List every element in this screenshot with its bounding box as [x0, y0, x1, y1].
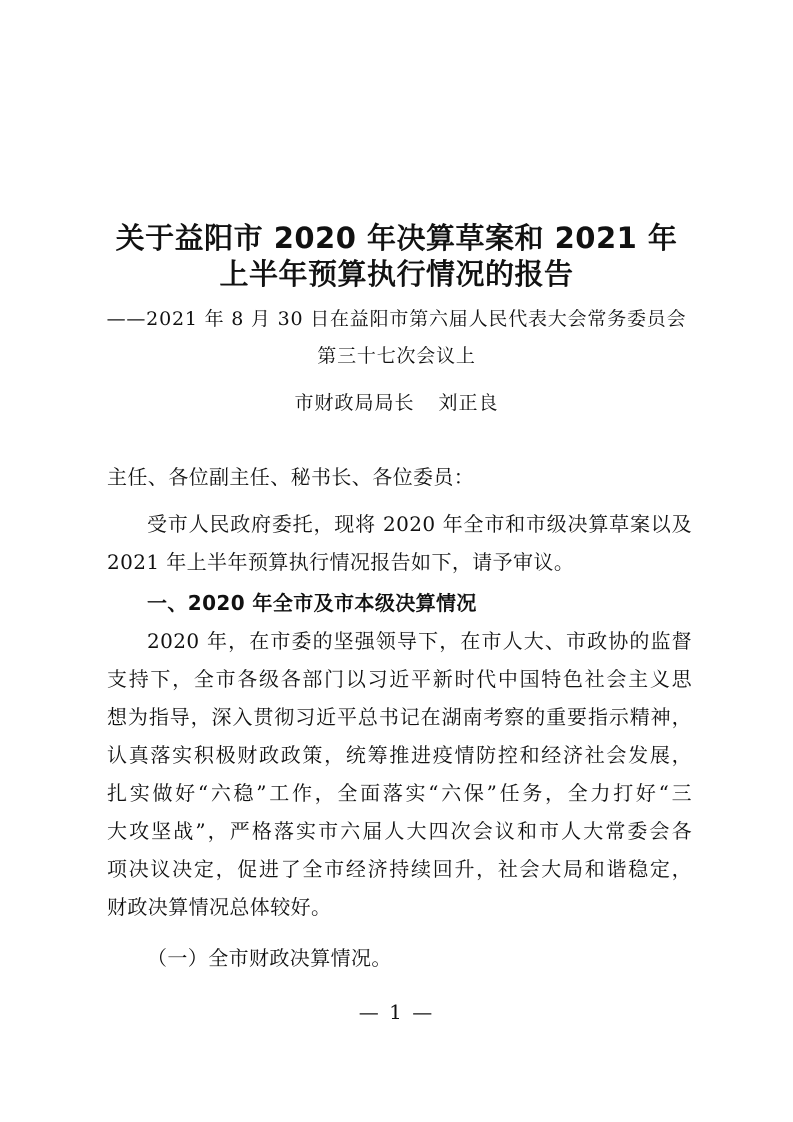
author-line [0, 388, 793, 418]
paragraph-line-1: 2020 年，在市委的坚强领导下，在市人大、市政协的监督 [147, 629, 692, 653]
paragraph-line-2: 支持下，全市各级各部门以习近平新时代中国特色社会主义思 [107, 667, 692, 691]
subsection-heading: （一）全市财政决算情况。 [147, 946, 392, 970]
paragraph-line-6: 大攻坚战”，严格落实市六届人大四次会议和市人大常委会各 [107, 819, 692, 843]
page-number: — 1 — [358, 1000, 435, 1024]
report-title-line-2: 上半年预算执行情况的报告 [219, 257, 574, 291]
author-name: 刘正良 [438, 392, 499, 414]
report-title-line-1: 关于益阳市 2020 年决算草案和 2021 年 [115, 221, 678, 255]
meeting-subtitle-line-1: ——2021 年 8 月 30 日在益阳市第六届人民代表大会常务委员会 [106, 308, 687, 330]
paragraph-line-4: 认真落实积极财政政策，统筹推进疫情防控和经济社会发展， [107, 743, 692, 767]
paragraph-line-8: 财政决算情况总体较好。 [107, 895, 332, 919]
paragraph-line-3: 想为指导，深入贯彻习近平总书记在湖南考察的重要指示精神， [107, 705, 692, 729]
intro-line-2: 2021 年上半年预算执行情况报告如下，请予审议。 [107, 550, 575, 574]
paragraph-line-7: 项决议决定，促进了全市经济持续回升，社会大局和谐稳定， [107, 857, 692, 881]
meeting-subtitle-line-2: 第三十七次会议上 [317, 345, 476, 367]
section-heading: 一、2020 年全市及市本级决算情况 [147, 591, 477, 615]
author-title: 市财政局局长 [294, 392, 415, 414]
paragraph-line-5: 扎实做好“六稳”工作，全面落实“六保”任务，全力打好“三 [107, 781, 692, 805]
intro-line-1: 受市人民政府委托，现将 2020 年全市和市级决算草案以及 [147, 512, 692, 536]
salutation: 主任、各位副主任、秘书长、各位委员： [107, 465, 475, 489]
